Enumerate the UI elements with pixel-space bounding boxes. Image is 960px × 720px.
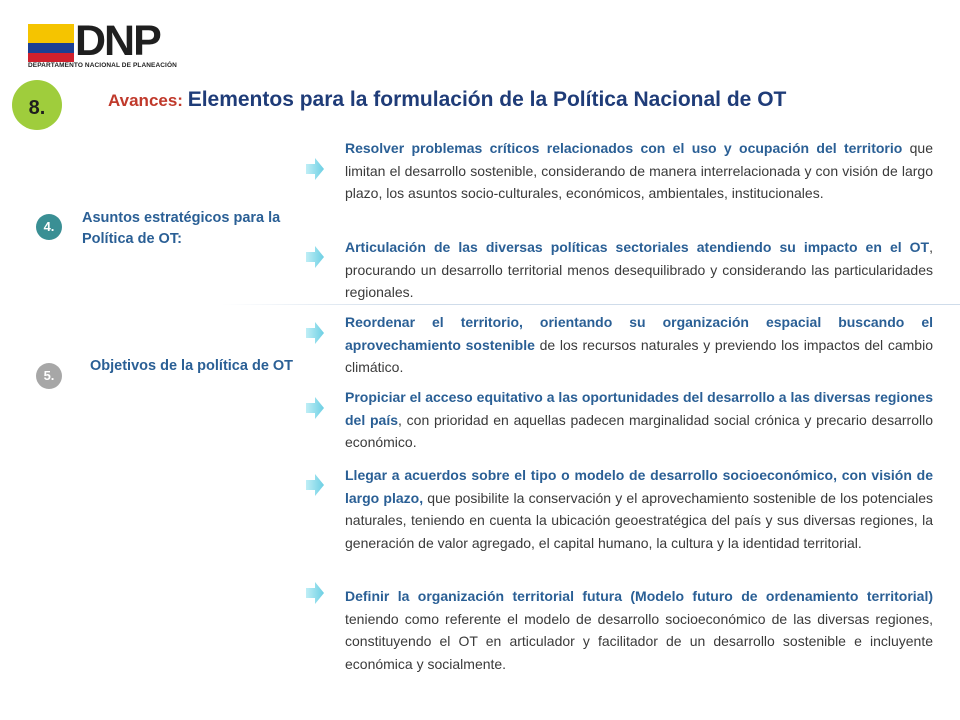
strategic-issue-item xyxy=(345,236,933,304)
item-highlight: Articulación de las diversas políticas sectoriales atendiendo su impacto en el OT xyxy=(345,239,930,255)
section-number-badge: 5. xyxy=(36,363,62,389)
title-prefix: Avances: xyxy=(108,91,188,110)
item-text: de los recursos naturales y previendo los impactos del cambio climático. xyxy=(345,336,933,375)
right-arrow-icon xyxy=(306,322,324,344)
item-text: , con prioridad en aquellas padecen marginalidad social crónica y precario desarrollo económico. xyxy=(345,411,933,450)
policy-objective-item xyxy=(345,464,933,554)
right-arrow-icon xyxy=(306,397,324,419)
item-text: que limitan el desarrollo sostenible, considerando de manera interrelacionada y con visión de largo plazo, los asuntos socio-culturales, económicos, ambientales, institucionales. xyxy=(345,140,933,201)
item-text: teniendo como referente el modelo de desarrollo socioeconómico de las diversas regiones, constituyendo el OT en articulador y facilitador de un desarrollo sostenible e incluyente económica y socialmente. xyxy=(345,610,933,672)
item-text: , procurando un desarrollo territorial menos desequilibrado y considerando las particularidades regionales. xyxy=(345,239,933,300)
item-highlight: Propiciar el acceso equitativo a las oportunidades del desarrollo a las diversas regiones del país xyxy=(345,389,933,428)
right-arrow-icon xyxy=(306,474,324,496)
right-arrow-icon xyxy=(306,246,324,268)
logo-subtitle: DEPARTAMENTO NACIONAL DE PLANEACIÓN xyxy=(28,62,177,69)
item-highlight: Definir la organización territorial futura (Modelo futuro de ordenamiento territorial) xyxy=(345,588,933,604)
section-heading-strategic-issues: Asuntos estratégicos para la Política de OT: xyxy=(82,210,281,247)
item-highlight: Resolver problemas críticos relacionados con el uso y ocupación del territorio xyxy=(345,140,903,156)
section-divider xyxy=(222,304,960,305)
section-heading-policy-objectives: Objetivos de la política de OT xyxy=(90,358,294,374)
title-main: Elementos para la formulación de la Política Nacional de OT xyxy=(187,88,787,111)
slide-title xyxy=(108,88,948,112)
right-arrow-icon xyxy=(306,158,324,180)
policy-objective-item xyxy=(345,585,933,675)
item-highlight: Reordenar el territorio, orientando su organización espacial buscando el aprovechamiento sostenible xyxy=(345,314,933,353)
slide-number-badge: 8. xyxy=(12,80,62,130)
logo-wordmark: DNP xyxy=(75,17,160,65)
strategic-issue-item xyxy=(345,137,933,205)
policy-objective-item xyxy=(345,311,933,379)
colombia-flag-icon xyxy=(28,24,74,62)
section-number-badge: 4. xyxy=(36,214,62,240)
policy-objective-item xyxy=(345,386,933,454)
item-highlight: Llegar a acuerdos sobre el tipo o modelo de desarrollo socioeconómico, con visión de largo plazo, xyxy=(345,467,933,506)
dnp-logo xyxy=(28,17,208,72)
right-arrow-icon xyxy=(306,582,324,604)
item-text: que posibilite la conservación y el aprovechamiento sostenible de los potenciales naturales, teniendo en cuenta la ubicación geoestratégica del país y sus diversas regiones, la generación de valor agregado, el capital humano, la cultura y la identidad territorial. xyxy=(345,489,933,551)
